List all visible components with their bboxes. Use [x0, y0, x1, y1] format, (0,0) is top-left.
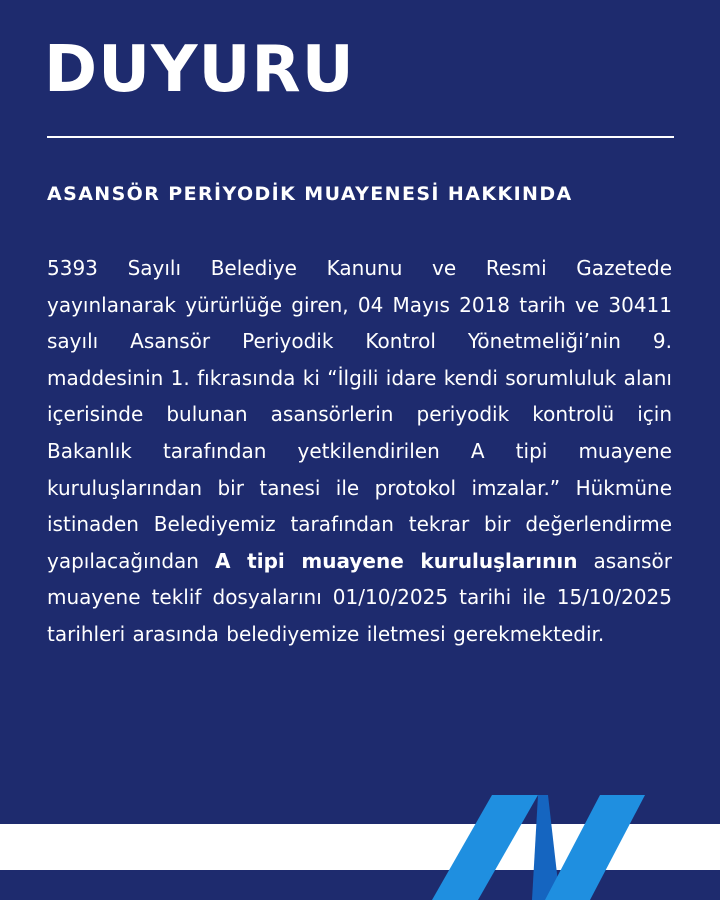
- announcement-subtitle: ASANSÖR PERİYODİK MUAYENESİ HAKKINDA: [47, 183, 573, 205]
- title-divider: [47, 136, 674, 138]
- body-text-part-1: 5393 Sayılı Belediye Kanunu ve Resmi Gazetede yayınlanarak yürürlüğe giren, 04 Mayıs 2018 tarih ve 30411 sayılı Asansör Periyodik Kontrol Yönetmeliği’nin 9. maddesinin 1. fıkrasında ki “İlgili idare kendi sorumluluk alanı içerisinde bulunan asansörlerin periyodik kontrolü için Bakanlık tarafından yetkilendirilen A tipi muayene kuruluşlarından bir tanesi ile protokol imzalar.” Hükmüne istinaden Belediyemiz tarafından tekrar bir değerlendirme yapılacağından: [47, 256, 672, 573]
- body-emphasis: A tipi muayene kuruluşlarının: [215, 548, 578, 573]
- announcement-body: [47, 250, 672, 653]
- page-title: DUYURU: [44, 33, 355, 107]
- body-text-part-2: asansör muayene teklif dosyalarını 01/10/2025 tarihi ile 15/10/2025 tarihleri arasında belediyemize iletmesi gerekmektedir.: [47, 548, 673, 646]
- decorative-stripes: [0, 790, 720, 900]
